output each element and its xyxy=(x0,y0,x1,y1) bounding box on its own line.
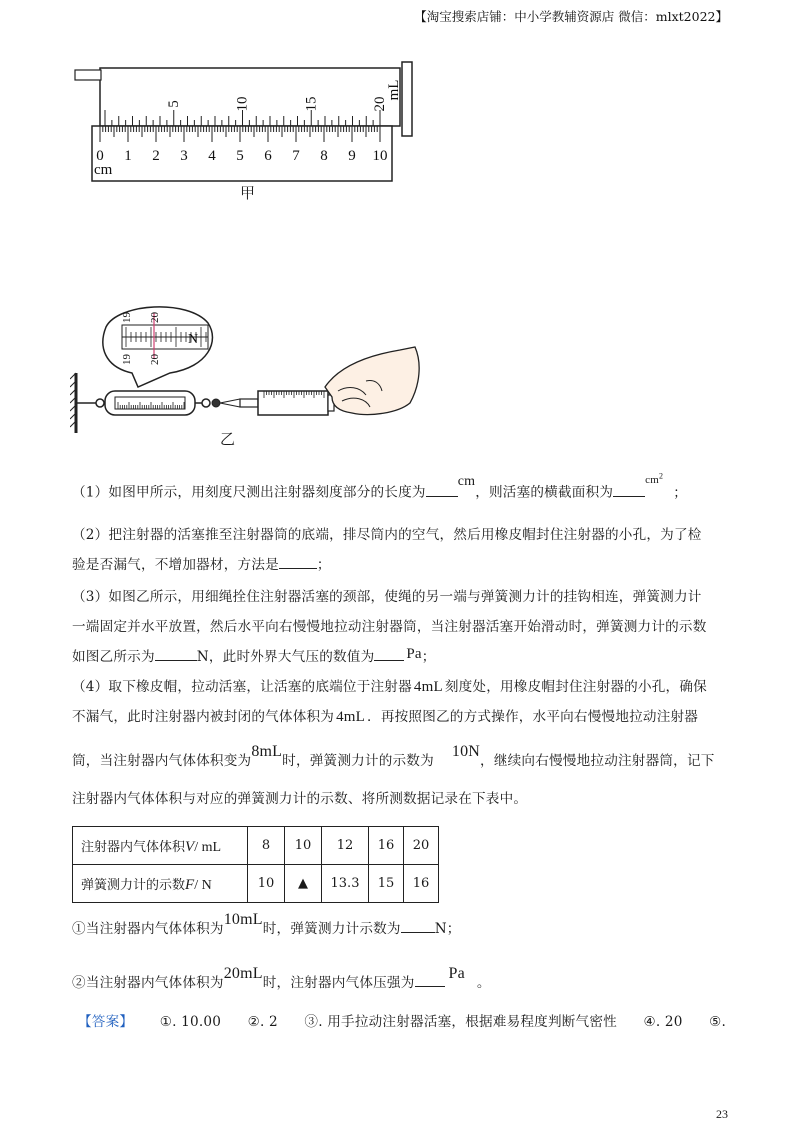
q1-unit-cm2 xyxy=(645,471,664,486)
question-3 xyxy=(72,582,732,672)
q3-line-1: （3）如图乙所示，用细绳拴住注射器活塞的颈部，使绳的另一端与弹簧测力计的挂钩相连，弹簧测力计 xyxy=(72,589,702,605)
gauge-unit: N xyxy=(188,332,199,347)
q2-line-2 xyxy=(72,550,732,580)
q1-blank-length xyxy=(426,482,458,497)
gauge-top-tick-2: 20 xyxy=(149,312,161,323)
q3-unit-pa: Pa xyxy=(406,646,422,662)
syringe-tick-label: 10 xyxy=(234,96,251,112)
figure-yi xyxy=(70,295,430,435)
q3-blank-pressure xyxy=(374,646,404,661)
answer-item-2: ②. 2 xyxy=(247,1014,278,1030)
ruler-tick-label: 5 xyxy=(236,148,244,164)
table-cell: 12 xyxy=(322,827,369,865)
ruler-tick-label: 3 xyxy=(180,148,188,164)
sub2-end: 。 xyxy=(476,975,491,991)
answer-item-3: ③. 用手拉动注射器活塞，根据难易程度判断气密性 xyxy=(304,1014,617,1030)
q2-line-1: （2）把注射器的活塞推至注射器筒的底端，排尽筒内的空气，然后用橡皮帽封住注射器的小孔，为了检 xyxy=(72,527,702,543)
figure-jia xyxy=(70,60,420,190)
table-cell: ▲ xyxy=(285,865,322,903)
q4-text-a1: （4）取下橡皮帽，拉动活塞，让活塞的底端位于注射器 xyxy=(72,679,412,695)
table-row xyxy=(73,827,439,865)
q1-text-b: ，则活塞的横截面积为 xyxy=(475,484,614,501)
ruler-tick-label: 4 xyxy=(208,148,216,164)
q3-blank-force xyxy=(155,646,197,661)
syringe-unit-label: mL xyxy=(386,79,402,101)
table-row xyxy=(73,865,439,903)
ruler-tick-label: 7 xyxy=(292,148,300,164)
table-cell: 16 xyxy=(404,865,439,903)
q4-line-4: 注射器内气体体积与对应的弹簧测力计的示数、将所测数据记录在下表中。 xyxy=(72,791,528,807)
q4-text-a2: 刻度处，用橡皮帽封住注射器的小孔，确保 xyxy=(444,679,707,695)
sub-question-2 xyxy=(72,965,732,993)
table-cell: 15 xyxy=(369,865,404,903)
force-label-text: 弹簧测力计的示数 xyxy=(81,877,186,893)
ruler-tick-label: 8 xyxy=(320,148,328,164)
gauge-bottom-tick-2: 20 xyxy=(149,354,161,365)
q3-text-c2: N，此时外界大气压的数值为 xyxy=(196,649,375,665)
q2-blank-method xyxy=(279,554,317,569)
q3-line-2: 一端固定并水平放置，然后水平向右慢慢地拉动注射器筒，当注射器活塞开始滑动时，弹簧测力计的示数 xyxy=(72,619,707,635)
q2-end: ； xyxy=(316,557,331,573)
syringe-tick-label: 20 xyxy=(372,96,388,112)
q3-text-c1: 如图乙所示为 xyxy=(72,649,155,665)
answer-item-4: ④. 20 xyxy=(643,1014,683,1030)
question-4 xyxy=(72,672,732,814)
answer-item-1: ①. 10.00 xyxy=(159,1014,222,1030)
q4-value-4ml-b: 4mL xyxy=(336,709,366,725)
q4-text-b1: 不漏气，此时注射器内被封闭的气体体积为 xyxy=(72,709,335,725)
q4-line-1 xyxy=(72,672,732,702)
q1-end: ； xyxy=(673,484,687,501)
q4-text-c1: 筒，当注射器内气体体积变为 xyxy=(72,753,252,769)
data-table xyxy=(72,826,439,903)
sub2-blank-pressure xyxy=(415,972,445,987)
table-cell: 16 xyxy=(369,827,404,865)
sub2-text-a: ②当注射器内气体体积为 xyxy=(72,975,224,991)
sub-question-1 xyxy=(72,911,732,939)
figure-jia-caption: 甲 xyxy=(240,184,256,202)
q4-line-3 xyxy=(72,743,732,776)
question-1 xyxy=(72,471,732,504)
q1-text-a: （1）如图甲所示，用刻度尺测出注射器刻度部分的长度为 xyxy=(72,484,426,501)
q4-value-8ml: 8mL xyxy=(251,743,283,760)
q2-text-b: 验是否漏气，不增加器材，方法是 xyxy=(72,557,279,573)
answer-tag: 【答案】 xyxy=(78,1014,134,1030)
q4-text-b2: ．再按照图乙的方式操作，水平向右慢慢地拉动注射器 xyxy=(367,709,699,725)
table-cell: 20 xyxy=(404,827,439,865)
table-row-label-force xyxy=(73,865,248,903)
force-label-var: F xyxy=(185,876,195,893)
ruler-tick-label: 0 xyxy=(96,148,104,164)
q4-line-2 xyxy=(72,702,732,732)
table-row-label-volume xyxy=(73,827,248,865)
question-2 xyxy=(72,520,732,580)
ruler-unit-label: cm xyxy=(94,162,113,178)
q4-value-10n: 10N xyxy=(451,743,481,760)
volume-label-unit: / mL xyxy=(194,839,222,855)
q1-unit-cm: cm xyxy=(457,473,476,489)
q3-end: ； xyxy=(421,649,436,665)
ruler-tick-label: 2 xyxy=(152,148,160,164)
ruler-tick-label: 10 xyxy=(372,148,388,164)
ruler-tick-label: 1 xyxy=(124,148,132,164)
answer-line xyxy=(78,1012,738,1032)
table-cell: 13.3 xyxy=(322,865,369,903)
q1-blank-area xyxy=(613,482,645,497)
syringe-tick-label: 5 xyxy=(165,100,182,108)
sub1-end: N； xyxy=(434,921,461,937)
q1-unit-cm2-base: cm xyxy=(645,473,659,486)
sub1-value-10ml: 10mL xyxy=(223,911,263,928)
volume-label-var: V xyxy=(185,838,195,855)
figure-yi-caption: 乙 xyxy=(220,430,236,448)
gauge-bottom-tick-1: 19 xyxy=(121,354,133,365)
force-label-unit: / N xyxy=(194,877,212,893)
sub1-blank-force xyxy=(401,918,435,933)
volume-label-text: 注射器内气体体积 xyxy=(81,839,186,855)
page-header: 【淘宝搜索店铺：中小学教辅资源店 微信：mlxt2022】 xyxy=(414,9,728,24)
page-number: 23 xyxy=(716,1107,728,1121)
syringe-tick-label: 15 xyxy=(303,96,320,112)
table-cell: 10 xyxy=(248,865,285,903)
q4-text-c3: ，继续向右慢慢地拉动注射器筒，记下 xyxy=(480,753,715,769)
table-cell: 10 xyxy=(285,827,322,865)
q3-line-3 xyxy=(72,642,732,672)
answer-item-5: ⑤. xyxy=(709,1014,727,1030)
q4-text-c2: 时，弹簧测力计的示数为 xyxy=(282,753,434,769)
sub1-text-b: 时，弹簧测力计示数为 xyxy=(262,921,401,937)
sub2-value-20ml: 20mL xyxy=(223,965,263,982)
ruler-tick-label: 6 xyxy=(264,148,272,164)
ruler-tick-label: 9 xyxy=(348,148,356,164)
sub1-text-a: ①当注射器内气体体积为 xyxy=(72,921,224,937)
q4-value-4ml-a: 4mL xyxy=(413,679,443,695)
sub2-text-b: 时，注射器内气体压强为 xyxy=(262,975,415,991)
table-cell: 8 xyxy=(248,827,285,865)
gauge-top-tick-1: 19 xyxy=(121,312,133,323)
q1-unit-cm2-exp: 2 xyxy=(659,471,664,480)
sub2-unit-pa: Pa xyxy=(448,965,465,982)
